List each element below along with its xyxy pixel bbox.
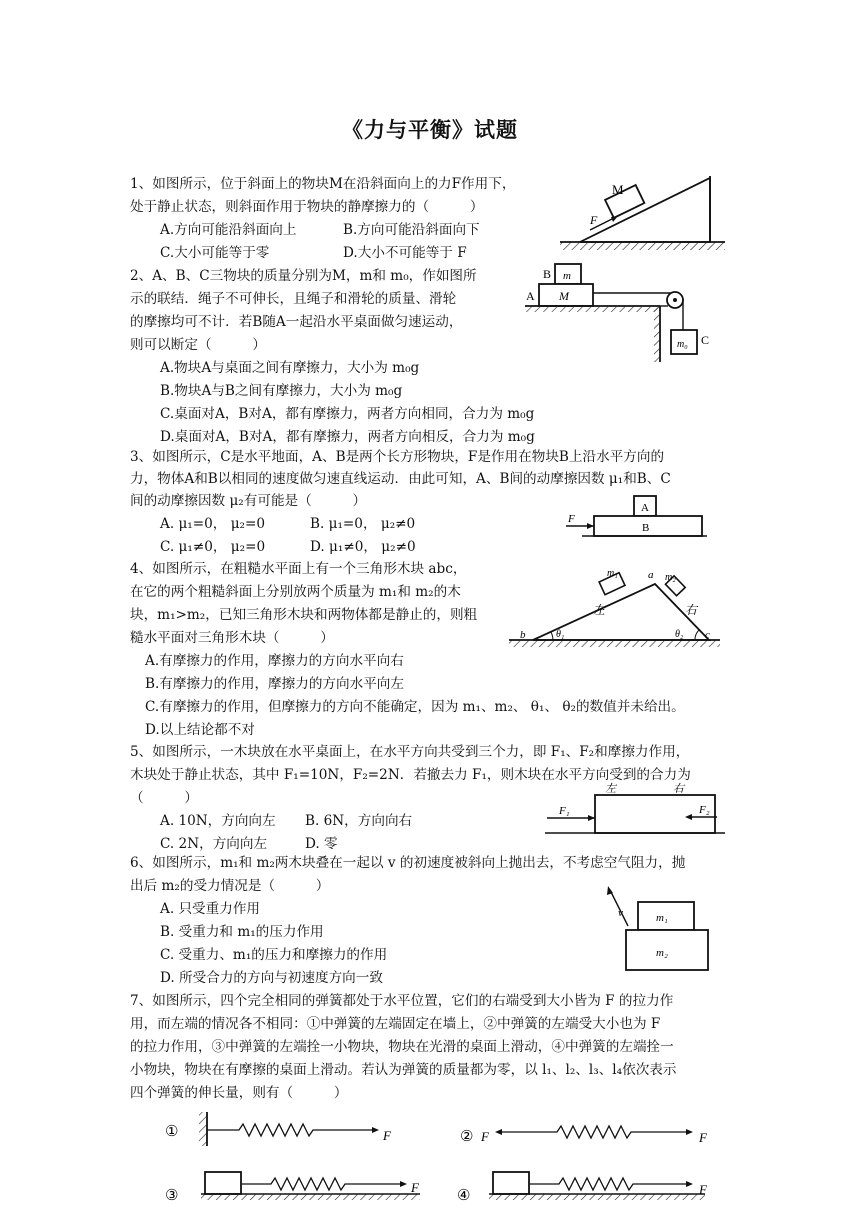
q3-option-c: C. μ₁≠0， μ₂=0 (160, 539, 266, 555)
q5-stem-line-2: 木块处于静止状态，其中 F₁=10N，F₂=2N．若撤去力 F₁，则木块在水平方向受到的合力为 (130, 767, 691, 783)
fig2-label-a: A (526, 289, 535, 303)
q1-stem-line-1: 1、如图所示，位于斜面上的物块M在沿斜面向上的力F作用下， (130, 176, 516, 192)
fig4-label-m2: m₂ (665, 572, 676, 583)
fig4-label-right: 右 (685, 603, 698, 617)
q2-stem-line-4: 则可以断定（ ） (130, 337, 266, 353)
fig7-label-1: ① (165, 1124, 179, 1140)
q1-option-b: B.方向可能沿斜面向下 (343, 222, 480, 238)
figure-2-pulley (525, 262, 725, 367)
fig4-label-left: 左 (593, 603, 606, 617)
fig7-label-4: ④ (457, 1188, 471, 1204)
q6-stem-line-2: 出后 m₂的受力情况是（ ） (130, 878, 330, 894)
fig2-label-b: B (543, 267, 552, 281)
q4-option-c: C.有摩擦力的作用，但摩擦力的方向不能确定，因为 m₁、m₂、 θ₁、 θ₂的数值并未给出。 (145, 699, 685, 715)
q3-option-b: B. μ₁=0， μ₂≠0 (310, 516, 416, 532)
fig5-label-right: 右 (673, 783, 684, 795)
q5-option-c: C. 2N，方向向左 (160, 836, 268, 852)
fig7-label-f-1: F (383, 1128, 391, 1143)
fig7-label-3: ③ (165, 1188, 179, 1204)
fig4-label-theta1: θ₁ (556, 629, 565, 640)
q3-stem-line-1: 3、如图所示，C是水平地面，A、B是两个长方形物块，F是作用在物块B上沿水平方向的 (130, 449, 665, 465)
q5-option-a: A. 10N，方向向左 (160, 813, 276, 829)
fig4-label-m1: m₁ (607, 568, 618, 579)
q4-option-b: B.有摩擦力的作用，摩擦力的方向水平向左 (145, 676, 404, 692)
fig6-label-m1: m₁ (656, 912, 668, 924)
fig7-label-f-4: F (699, 1182, 707, 1197)
q4-stem-line-4: 糙水平面对三角形木块（ ） (130, 630, 334, 646)
q3-stem-line-2: 力，物体A和B以相同的速度做匀速直线运动．由此可知，A、B间的动摩擦因数 μ₁和B、C (130, 471, 671, 487)
fig4-label-a: a (648, 569, 654, 581)
q1-option-d: D.大小不可能等于 F (343, 245, 467, 261)
fig2-label-big-m: M (559, 289, 569, 303)
fig7-label-f-2a: F (481, 1129, 489, 1144)
q6-option-d: D. 所受合力的方向与初速度方向一致 (160, 970, 383, 986)
q1-stem-line-2: 处于静止状态，则斜面作用于物块的静摩擦力的（ ） (130, 199, 484, 215)
fig4-label-c: c (705, 629, 710, 641)
q5-stem-line-3: （ ） (130, 790, 198, 806)
q7-stem-line-1: 7、如图所示，四个完全相同的弹簧都处于水平位置，它们的右端受到大小皆为 F 的拉力作 (130, 993, 674, 1009)
q4-stem-line-3: 块，m₁>m₂，已知三角形木块和两物体都是静止的，则粗 (130, 607, 478, 623)
q2-option-b: B.物块A与B之间有摩擦力，大小为 m₀g (160, 383, 403, 399)
fig6-label-v: v (618, 907, 623, 919)
fig7-label-2: ② (460, 1129, 474, 1145)
figure-4-triangle-block (505, 562, 725, 654)
fig5-label-f1: F₁ (559, 805, 570, 817)
q4-option-d: D.以上结论都不对 (145, 722, 255, 738)
q7-stem-line-4: 小物块，物块在有摩擦的桌面上滑动。若认为弹簧的质量都为零，以 l₁、l₂、l₃、l₄依次表示 (130, 1062, 677, 1078)
fig5-label-left: 左 (605, 783, 616, 795)
fig2-label-m: m (563, 270, 571, 282)
q4-option-a: A.有摩擦力的作用，摩擦力的方向水平向右 (145, 653, 404, 669)
q2-stem-line-1: 2、A、B、C三物块的质量分别为M，m和 m₀，作如图所 (130, 268, 477, 284)
q4-stem-line-1: 4、如图所示，在粗糙水平面上有一个三角形木块 abc， (130, 561, 467, 577)
q2-option-a: A.物块A与桌面之间有摩擦力，大小为 m₀g (160, 360, 420, 376)
q3-option-d: D. μ₁≠0， μ₂≠0 (310, 539, 416, 555)
fig4-label-theta2: θ₂ (675, 629, 684, 640)
q5-option-d: D. 零 (305, 836, 338, 852)
fig2-label-m0: m₀ (677, 339, 688, 350)
fig2-label-c: C (701, 333, 710, 347)
q6-stem-line-1: 6、如图所示，m₁和 m₂两木块叠在一起以 v 的初速度被斜向上抛出去，不考虑空气阻力，抛 (130, 855, 686, 871)
figure-7-four-springs (155, 1108, 725, 1208)
figure-5-block-two-forces (545, 783, 725, 841)
fig1-label-f: F (590, 213, 598, 227)
figure-6-thrown-blocks (592, 884, 717, 976)
fig1-label-m: M (612, 182, 624, 197)
q5-option-b: B. 6N，方向向右 (305, 813, 413, 829)
page-title: 《力与平衡》试题 (342, 117, 518, 142)
q2-stem-line-3: 的摩擦均可不计．若B随A一起沿水平桌面做匀速运动， (130, 314, 463, 330)
fig3-label-a: A (641, 502, 649, 514)
q2-option-d: D.桌面对A，B对A，都有摩擦力，两者方向相反，合力为 m₀g (160, 429, 535, 445)
figure-1-incline (560, 168, 730, 260)
q7-stem-line-2: 用，而左端的情况各不相同：①中弹簧的左端固定在墙上，②中弹簧的左端受大小也为 F (130, 1016, 661, 1032)
q3-option-a: A. μ₁=0， μ₂=0 (160, 516, 266, 532)
q7-stem-line-3: 的拉力作用，③中弹簧的左端拴一小物块，物块在光滑的桌面上滑动，④中弹簧的左端拴一 (130, 1039, 674, 1055)
fig4-label-b: b (520, 629, 526, 641)
q4-stem-line-2: 在它的两个粗糙斜面上分别放两个质量为 m₁和 m₂的木 (130, 584, 461, 600)
q1-option-c: C.大小可能等于零 (160, 245, 270, 261)
figure-3-stacked-blocks (562, 492, 712, 548)
q1-option-a: A.方向可能沿斜面向上 (160, 222, 297, 238)
fig7-label-f-2b: F (699, 1130, 707, 1145)
q6-option-b: B. 受重力和 m₁的压力作用 (160, 924, 324, 940)
fig5-label-f2: F₂ (699, 804, 710, 816)
q6-option-a: A. 只受重力作用 (160, 901, 261, 917)
fig6-label-m2: m₂ (656, 947, 668, 959)
fig3-label-b: B (642, 522, 650, 534)
q3-stem-line-3: 间的动摩擦因数 μ₂有可能是（ ） (130, 493, 367, 509)
q7-stem-line-5: 四个弹簧的伸长量，则有（ ） (130, 1085, 348, 1101)
q6-option-c: C. 受重力、m₁的压力和摩擦力的作用 (160, 947, 388, 963)
q5-stem-line-1: 5、如图所示，一木块放在水平桌面上，在水平方向共受到三个力，即 F₁、F₂和摩擦力作用， (130, 744, 690, 760)
q2-stem-line-2: 示的联结．绳子不可伸长，且绳子和滑轮的质量、滑轮 (130, 291, 457, 307)
q2-option-c: C.桌面对A，B对A，都有摩擦力，两者方向相同，合力为 m₀g (160, 406, 535, 422)
fig3-label-f: F (568, 513, 575, 525)
fig7-label-f-3: F (411, 1180, 419, 1195)
